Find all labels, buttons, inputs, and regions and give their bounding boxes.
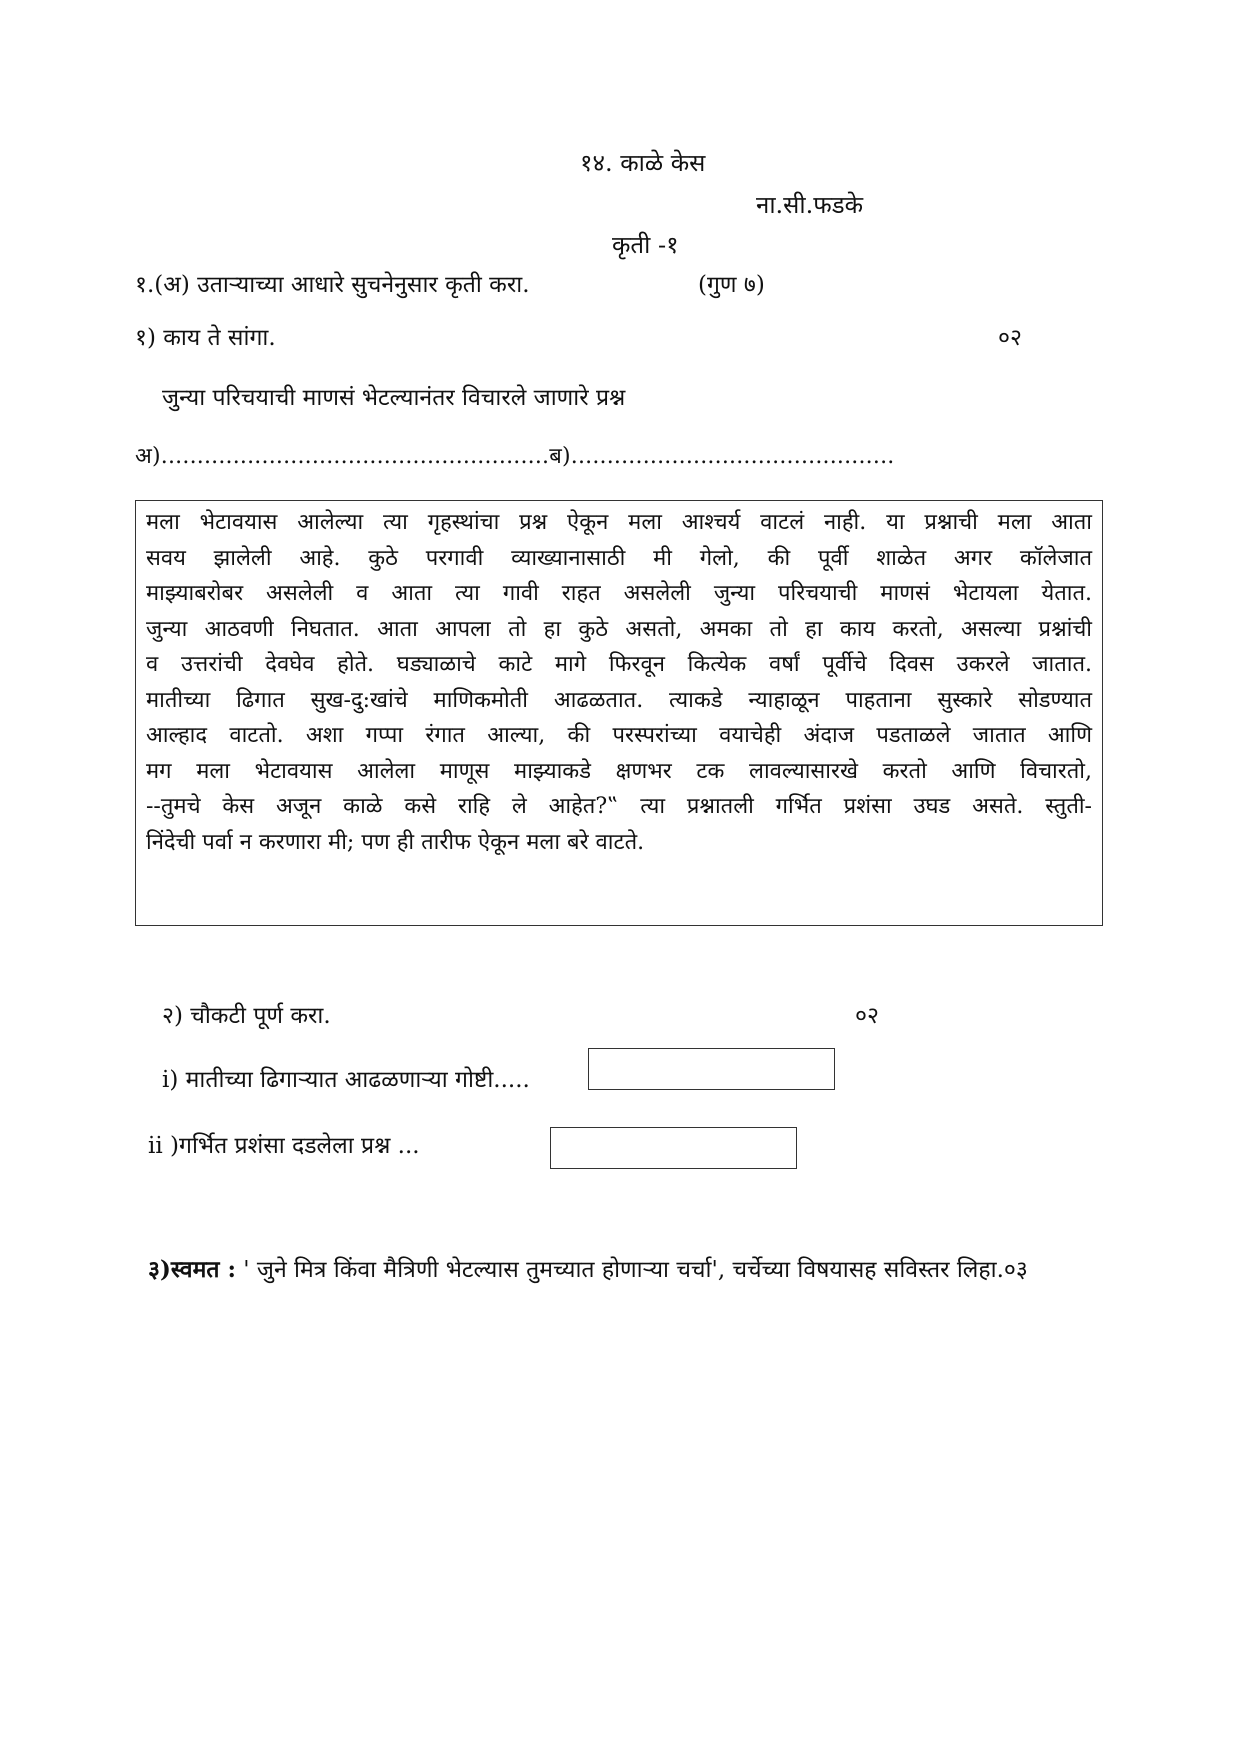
subquestion-1-marks: ०२ — [998, 325, 1022, 351]
subquestion-1-prompt: जुन्या परिचयाची माणसं भेटल्यानंतर विचारले जाणारे प्रश्न — [162, 385, 626, 411]
subquestion-3 — [148, 1252, 1028, 1284]
passage-line: मला भेटावयास आलेल्या त्या गृहस्थांचा प्रश्न ऐकून मला आश्चर्य वाटलं नाही. या प्रश्नाची मला आता — [146, 510, 1092, 535]
subquestion-3-text: ' जुने मित्र किंवा मैत्रिणी भेटल्यास तुमच्यात होणाऱ्या चर्चा', चर्चेच्या विषयासह सविस्तर लिहा.०३ — [235, 1257, 1028, 1283]
passage-line: --तुमचे केस अजून काळे कसे राहि ले आहेत?‟ त्या प्रश्नातली गर्भित प्रशंसा उघड असते. स्तुती- — [146, 794, 1092, 819]
section-heading: कृती -१ — [612, 231, 679, 259]
question-marks: (गुण ७) — [698, 272, 765, 298]
chapter-title: १४. काळे केस — [580, 149, 706, 177]
passage-line: माझ्याबरोबर असलेली व आता त्या गावी राहत असलेली जुन्या परिचयाची माणसं भेटायला येतात. — [146, 581, 1092, 606]
answer-box-2[interactable] — [550, 1127, 797, 1169]
passage-line: आल्हाद वाटतो. अशा गप्पा रंगात आल्या, की परस्परांच्या वयाचेही अंदाज पडताळले जातात आणि — [146, 723, 1092, 748]
answer-box-1[interactable] — [588, 1048, 835, 1090]
subquestion-3-label: ३)स्वमत : — [148, 1256, 236, 1283]
answer-blanks[interactable]: अ)......................................................ब)............................................. — [135, 444, 895, 469]
subquestion-1-label: १) काय ते सांगा. — [135, 325, 276, 351]
subquestion-2-marks: ०२ — [855, 1003, 879, 1029]
passage-line: जुन्या आठवणी निघतात. आता आपला तो हा कुठे असतो, अमका तो हा काय करतो, असल्या प्रश्नांची — [146, 616, 1092, 642]
box-item-2-label: ii )गर्भित प्रशंसा दडलेला प्रश्न ... — [148, 1133, 420, 1159]
passage-line: सवय झालेली आहे. कुठे परगावी व्याख्यानासाठी मी गेलो, की पूर्वी शाळेत अगर कॉलेजात — [146, 545, 1092, 571]
passage-line: मातीच्या ढिगात सुख-दु:खांचे माणिकमोती आढळतात. त्याकडे न्याहाळून पाहताना सुस्कारे सोडण्यात — [146, 687, 1092, 713]
question-heading: १.(अ) उताऱ्याच्या आधारे सुचनेनुसार कृती करा. — [135, 272, 530, 298]
author-name: ना.सी.फडके — [756, 191, 864, 219]
passage-line: निंदेची पर्वा न करणारा मी; पण ही तारीफ ऐकून मला बरे वाटते. — [146, 829, 645, 855]
passage-box — [135, 500, 1103, 926]
passage-line: व उत्तरांची देवघेव होते. घड्याळाचे काटे मागे फिरवून कित्येक वर्षां पूर्वीचे दिवस उकरले जातात. — [146, 652, 1092, 677]
subquestion-2-label: २) चौकटी पूर्ण करा. — [162, 1003, 331, 1029]
box-item-1-label: i) मातीच्या ढिगाऱ्यात आढळणाऱ्या गोष्टी..... — [162, 1067, 530, 1093]
passage-line: मग मला भेटावयास आलेला माणूस माझ्याकडे क्षणभर टक लावल्यासारखे करतो आणि विचारतो, — [146, 758, 1092, 784]
